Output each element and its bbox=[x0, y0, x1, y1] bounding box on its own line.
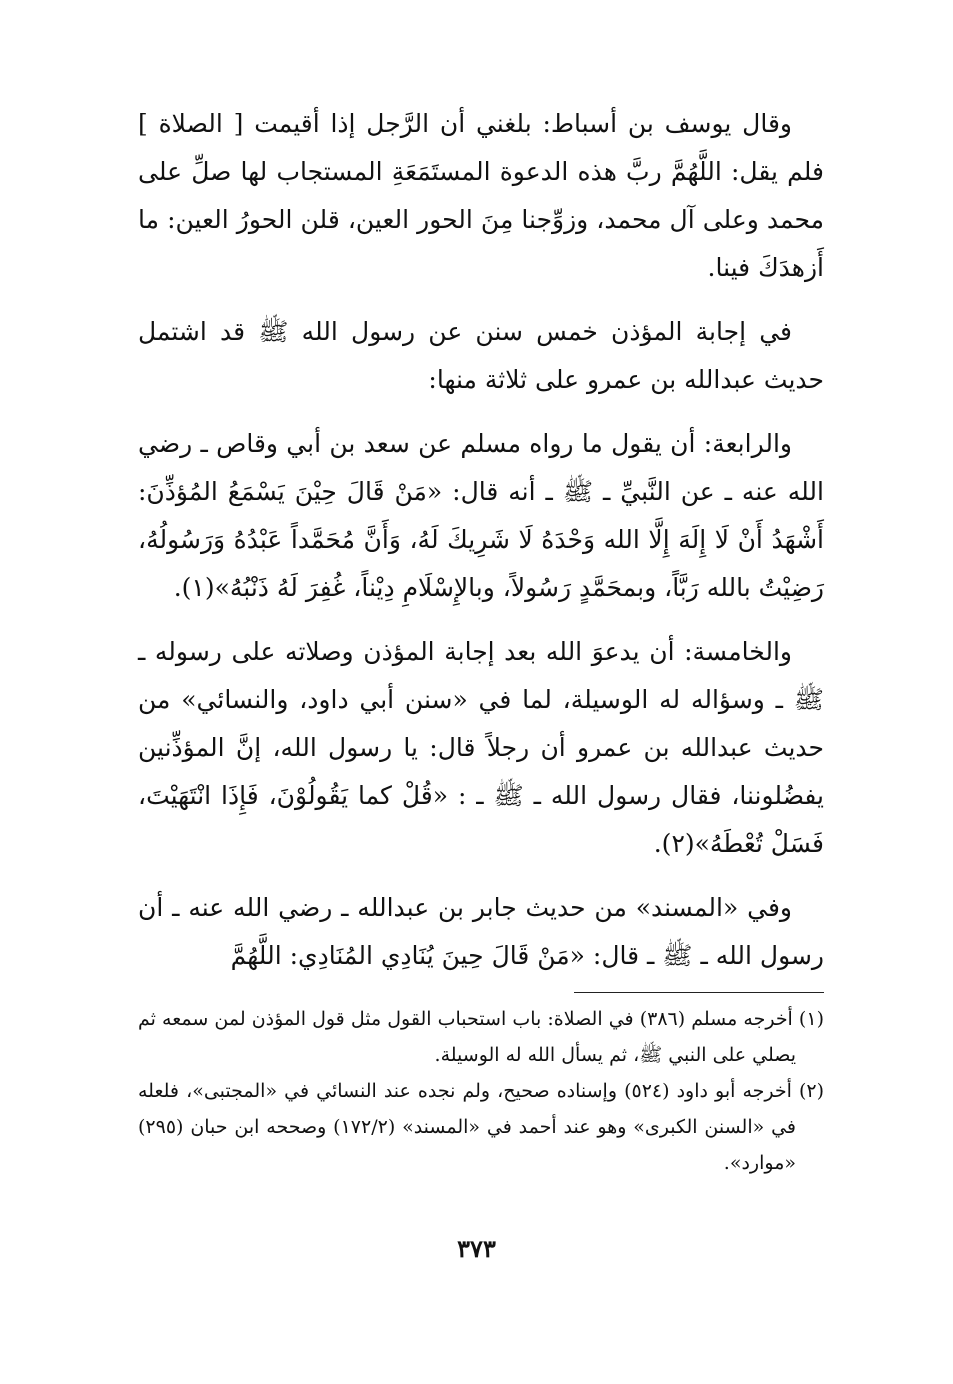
body-paragraph: وقال يوسف بن أسباط: بلغني أن الرَّجل إذا أقيمت [ الصلاة ] فلم يقل: اللَّهُمَّ ربَّ هذه الدعوة المستَمَعَةِ المستجاب لها صلِّ على محمد وعلى آل محمد، وزوِّجنا مِنَ الحور العين، قلن الحورُ العين: ما أَزهدَكَ فينا. bbox=[138, 109, 824, 282]
page-number: ٣٧٣ bbox=[457, 1234, 496, 1263]
body-paragraph: في إجابة المؤذن خمس سنن عن رسول الله ﷺ قد اشتمل حديث عبدالله بن عمرو على ثلاثة منها: bbox=[138, 317, 824, 394]
body-paragraph: والخامسة: أن يدعوَ الله بعد إجابة المؤذن وصلاته على رسوله ـ ﷺ ـ وسؤاله له الوسيلة، لما في «سنن أبي داود، والنسائي» من حديث عبدالله بن عمرو أن رجلاً قال: يا رسول الله، إنَّ المؤذِّنين يفضُلوننا، فقال رسول الله ـ ﷺ ـ : «قُلْ كما يَقُولُوْنَ، فَإِذَا انْتَهَيْتَ، فَسَلْ تُعْطَهُ»(٢). bbox=[138, 637, 824, 858]
body-paragraph: والرابعة: أن يقول ما رواه مسلم عن سعد بن أبي وقاص ـ رضي الله عنه ـ عن النَّبيِّ ـ ﷺ ـ أنه قال: «مَنْ قَالَ حِيْنَ يَسْمَعُ المُؤذِّنَ: أَشْهَدُ أَنْ لَا إِلَهَ إِلَّا الله وَحْدَهُ لَا شَرِيكَ لَهُ، وَأَنَّ مُحَمَّداً عَبْدُهُ وَرَسُولُهُ، رَضِيْتُ بالله رَبَّاً، وبمحَمَّدٍ رَسُولاً، وبالإِسْلَامِ دِيْناً، غُفِرَ لَهُ ذَنْبُهُ»(١). bbox=[138, 429, 824, 602]
footnote: (٢) أخرجه أبو داود (٥٢٤) وإسناده صحيح، ولم نجده عند النسائي في «المجتبى»، فلعله في «السنن الكبرى» وهو عند أحمد في «المسند» (١٧٢/٢) وصححه ابن حبان (٢٩٥) «موارد». bbox=[138, 1080, 824, 1174]
footnotes bbox=[138, 1001, 824, 1181]
body-paragraph: وفي «المسند» من حديث جابر بن عبدالله ـ رضي الله عنه ـ أن رسول الله ـ ﷺ ـ قال: «مَنْ قَالَ حِينَ يُنَادِي المُنَادِي: اللَّهُمَّ bbox=[138, 893, 824, 970]
footnote: (١) أخرجه مسلم (٣٨٦) في الصلاة: باب استحباب القول مثل قول المؤذن لمن سمعه ثم يصلي على النبي ﷺ، ثم يسأل الله له الوسيلة. bbox=[138, 1008, 824, 1066]
page-content bbox=[138, 100, 824, 1181]
footnote-divider bbox=[574, 992, 824, 993]
